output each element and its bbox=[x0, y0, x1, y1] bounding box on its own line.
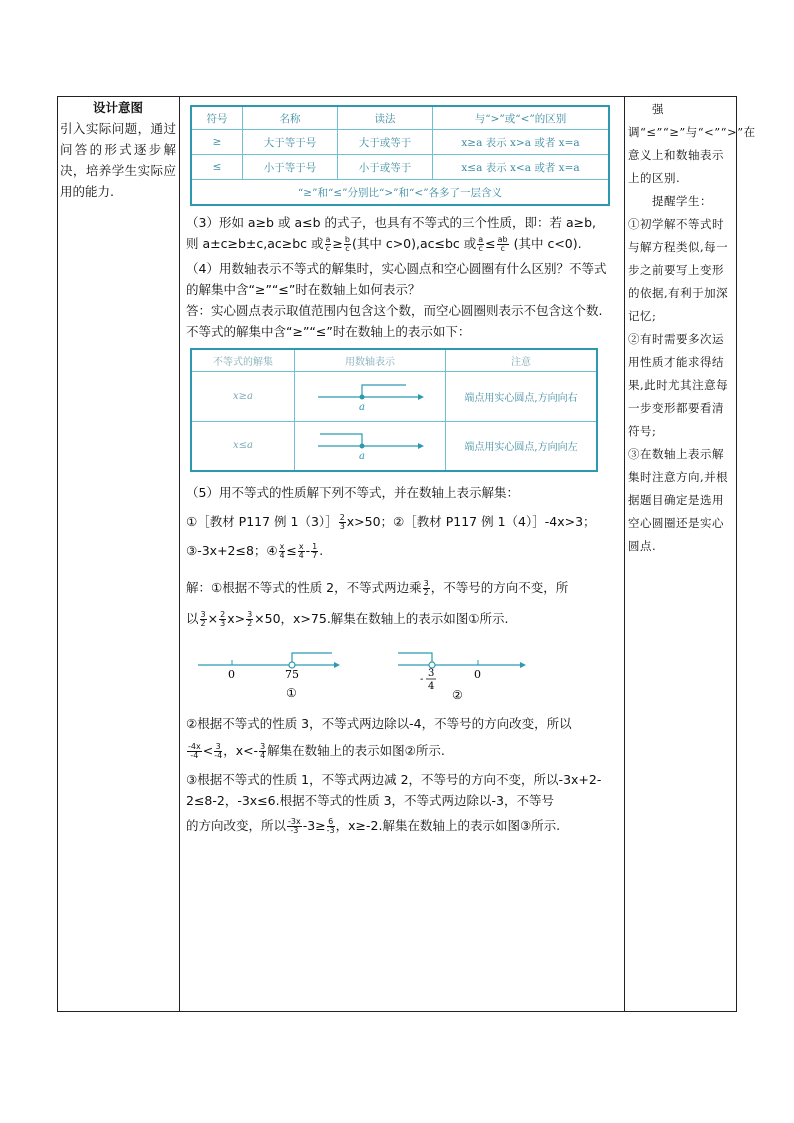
table-row bbox=[191, 421, 597, 471]
numerator: -4x bbox=[188, 742, 201, 751]
figure-label: ② bbox=[452, 688, 463, 702]
denominator: c bbox=[325, 244, 331, 253]
fraction bbox=[325, 236, 332, 253]
denominator: 2 bbox=[423, 588, 429, 597]
numerator: 1 bbox=[312, 542, 318, 551]
table-cell: x≥a 表示 x>a 或者 x=a bbox=[433, 130, 610, 155]
text-run: 解集在数轴上的表示如图②所示. bbox=[267, 743, 445, 758]
fraction bbox=[214, 743, 222, 760]
denominator: c bbox=[345, 244, 350, 253]
text-run: . bbox=[319, 543, 324, 558]
table-row bbox=[191, 155, 609, 180]
solution-3-line1: ③根据不等式的性质 1，不等式两边减 2，不等号的方向不变，所以-3x+2-2≤8-2，-3x≤6.根据不等式的性质 3，不等式两边除以-3，不等号 bbox=[186, 772, 602, 808]
number-line-right bbox=[310, 375, 430, 415]
fraction bbox=[187, 743, 202, 760]
table-row bbox=[191, 371, 597, 421]
text-run: ，x≥-2.解集在数轴上的表示如图③所示. bbox=[335, 818, 561, 833]
text-run: 以 bbox=[186, 611, 199, 626]
text-run: 解：①根据不等式的性质 2，不等式两边乘 bbox=[186, 580, 422, 595]
column-divider-left bbox=[179, 96, 180, 1012]
item3-line2 bbox=[186, 233, 616, 254]
text-run: - bbox=[305, 543, 311, 558]
tick-denominator: 4 bbox=[428, 681, 435, 692]
denominator: -4 bbox=[214, 751, 223, 760]
table-cell: 大于或等于 bbox=[338, 130, 433, 155]
note-reminder-2: ②有时需要多次运用性质才能求得结果,此时尤其注意每一步变形都要看清符号; bbox=[628, 332, 729, 438]
item3 bbox=[186, 212, 616, 254]
text-run: ×50，x>75.解集在数轴上的表示如图①所示. bbox=[254, 611, 509, 626]
denominator: 4 bbox=[279, 551, 285, 560]
numerator: 3 bbox=[200, 610, 206, 619]
text-run: < bbox=[202, 743, 214, 758]
design-intent-title: 设计意图 bbox=[92, 100, 143, 115]
item4-intro: 不等式的解集中含“≥”“≤”时在数轴上的表示如下： bbox=[186, 324, 471, 339]
item5-title: （5）用不等式的性质解下列不等式，并在数轴上表示解集： bbox=[186, 485, 519, 500]
numerator: 2 bbox=[339, 513, 345, 522]
denominator: c bbox=[500, 244, 505, 253]
number-line-cell bbox=[295, 371, 446, 421]
table-cell: 端点用实心圆点,方向向右 bbox=[446, 371, 598, 421]
numerator: 3 bbox=[247, 610, 253, 619]
main-content bbox=[186, 105, 616, 836]
tick-label: 75 bbox=[285, 668, 299, 681]
table-header-row bbox=[191, 349, 597, 371]
numerator: 2 bbox=[220, 610, 226, 619]
item5-problems-2 bbox=[186, 540, 616, 561]
numerator: -3x bbox=[288, 817, 301, 826]
numerator: x bbox=[279, 542, 285, 551]
fraction bbox=[477, 236, 484, 253]
tick-numerator: 3 bbox=[428, 668, 435, 679]
fraction bbox=[344, 236, 351, 253]
text-run: ①［教材 P117 例 1（3）］ bbox=[186, 514, 338, 529]
text-run: (其中 c>0),ac≤bc 或 bbox=[351, 236, 477, 251]
fraction bbox=[246, 611, 253, 628]
text-run: ≥ bbox=[332, 236, 343, 251]
table-header-cell: 用数轴表示 bbox=[295, 349, 446, 371]
fraction bbox=[423, 580, 430, 597]
denominator: -3 bbox=[326, 826, 335, 835]
item5 bbox=[186, 482, 616, 561]
solid-dot bbox=[360, 394, 365, 399]
text-run: × bbox=[207, 611, 219, 626]
item3-line1: （3）形如 a≥b 或 a≤b 的式子，也具有不等式的三个性质，即：若 a≥b, bbox=[186, 215, 596, 230]
numerator: a bbox=[325, 235, 331, 244]
table-header-cell: 不等式的解集 bbox=[191, 349, 295, 371]
table-cell: x≥a bbox=[191, 371, 295, 421]
text-run: ≤ bbox=[286, 543, 297, 558]
numerator: a bbox=[478, 235, 484, 244]
fraction bbox=[298, 543, 305, 560]
table-cell: x≤a 表示 x<a 或者 x=a bbox=[433, 155, 610, 180]
numerator: 3 bbox=[423, 579, 429, 588]
note-reminder-title: 提醒学生： bbox=[652, 194, 712, 208]
denominator: -4 bbox=[190, 751, 199, 760]
numerator: 3 bbox=[215, 742, 221, 751]
table-header-cell: 名称 bbox=[243, 106, 338, 130]
solution-figures bbox=[186, 635, 616, 705]
denominator: 4 bbox=[260, 751, 266, 760]
denominator: 3 bbox=[220, 619, 226, 628]
item5-problems-1 bbox=[186, 511, 616, 532]
denominator: 7 bbox=[312, 551, 318, 560]
table-header-cell: 符号 bbox=[191, 106, 243, 130]
item4 bbox=[186, 258, 616, 342]
text-run: ，不等号的方向不变，所 bbox=[430, 580, 569, 595]
fraction bbox=[339, 514, 346, 531]
solid-dot bbox=[360, 444, 365, 449]
text-run: ③-3x+2≤8；④ bbox=[186, 543, 278, 558]
table-row bbox=[191, 130, 609, 155]
tick-sign: - bbox=[420, 674, 424, 685]
fraction bbox=[200, 611, 207, 628]
solution-2-line2 bbox=[186, 740, 616, 761]
solution-1-line1 bbox=[186, 577, 616, 598]
text-run: ≤ bbox=[485, 236, 496, 251]
denominator: 2 bbox=[247, 619, 253, 628]
table-cell: x≤a bbox=[191, 421, 295, 471]
solution-3-line2 bbox=[186, 815, 616, 836]
figure-2-number-line bbox=[394, 641, 544, 703]
table-cell: 大于等于号 bbox=[243, 130, 338, 155]
item4-question: （4）用数轴表示不等式的解集时，实心圆点和空心圆圈有什么区别？不等式的解集中含“≥”“≤”时在数轴上如何表示？ bbox=[186, 261, 607, 297]
denominator: 2 bbox=[200, 619, 206, 628]
solution bbox=[186, 577, 616, 836]
fraction bbox=[327, 818, 335, 835]
denominator: 3 bbox=[339, 522, 345, 531]
numerator: 6 bbox=[328, 817, 334, 826]
fraction bbox=[219, 611, 226, 628]
note-reminder-3: ③在数轴上表示解集时注意方向,并根据题目确定是选用空心圆圈还是实心圆点. bbox=[628, 447, 729, 553]
design-intent-text: 引入实际问题，通过问答的形式逐步解决，培养学生实际应用的能力. bbox=[60, 121, 176, 199]
denominator: 4 bbox=[298, 551, 304, 560]
fraction bbox=[311, 543, 318, 560]
table-cell: 小于等于号 bbox=[243, 155, 338, 180]
text-run: -3≥ bbox=[302, 818, 326, 833]
figure-1-number-line bbox=[194, 641, 344, 703]
number-line-cell bbox=[295, 421, 446, 471]
table-header-cell: 注意 bbox=[446, 349, 598, 371]
number-line-table bbox=[190, 348, 598, 472]
denominator: -3 bbox=[290, 826, 299, 835]
endpoint-label: a bbox=[359, 401, 365, 413]
text-run: 的方向改变，所以 bbox=[186, 818, 287, 833]
table-footer-cell: “≥”和“≤”分别比“>”和“<”各多了一层含义 bbox=[191, 180, 609, 206]
endpoint-label: a bbox=[359, 451, 365, 463]
text-run: x>50；②［教材 P117 例 1（4）］-4x>3； bbox=[346, 514, 596, 529]
text-run: (其中 c<0). bbox=[509, 236, 582, 251]
fraction bbox=[287, 818, 302, 835]
number-line-left bbox=[310, 424, 430, 464]
tick-label: 0 bbox=[474, 668, 481, 681]
table-cell: 端点用实心圆点,方向向左 bbox=[446, 421, 598, 471]
numerator: b bbox=[344, 235, 350, 244]
fraction bbox=[497, 236, 509, 253]
column-divider-right bbox=[624, 96, 625, 1012]
note-reminder-1: ①初学解不等式时与解方程类似,每一步之前要写上变形的依据,有利于加深记忆; bbox=[628, 217, 729, 323]
fraction bbox=[279, 543, 286, 560]
fraction bbox=[259, 743, 266, 760]
text-run: 则 a±c≥b±c,ac≥bc 或 bbox=[186, 236, 324, 251]
tick-label: 0 bbox=[228, 668, 235, 681]
figure-label: ① bbox=[286, 686, 297, 700]
symbol-compare-table bbox=[190, 105, 610, 206]
denominator: c bbox=[478, 244, 483, 253]
table-cell: ≥ bbox=[191, 130, 243, 155]
design-intent-column bbox=[60, 98, 176, 202]
solution-2-line1: ②根据不等式的性质 3，不等式两边除以-4，不等号的方向改变，所以 bbox=[186, 716, 572, 731]
note-emphasis: 强调“≤”“≥”与“<”“>”在意义上和数轴表示上的区别. bbox=[628, 102, 756, 185]
table-header-row bbox=[191, 106, 609, 130]
numerator: 3 bbox=[260, 742, 266, 751]
table-header-cell: 与“>”或“<”的区别 bbox=[433, 106, 610, 130]
item4-answer: 答：实心圆点表示取值范围内包含这个数，而空心圆圈则表示不包含这个数. bbox=[186, 303, 603, 318]
notes-column bbox=[628, 98, 756, 558]
numerator: x bbox=[298, 542, 304, 551]
table-header-cell: 读法 bbox=[338, 106, 433, 130]
text-run: ，x<- bbox=[223, 743, 259, 758]
solution-1-line2 bbox=[186, 608, 616, 629]
table-cell: 小于或等于 bbox=[338, 155, 433, 180]
text-run: x> bbox=[227, 611, 246, 626]
table-row bbox=[191, 180, 609, 206]
table-cell: ≤ bbox=[191, 155, 243, 180]
numerator: ab bbox=[497, 235, 508, 244]
